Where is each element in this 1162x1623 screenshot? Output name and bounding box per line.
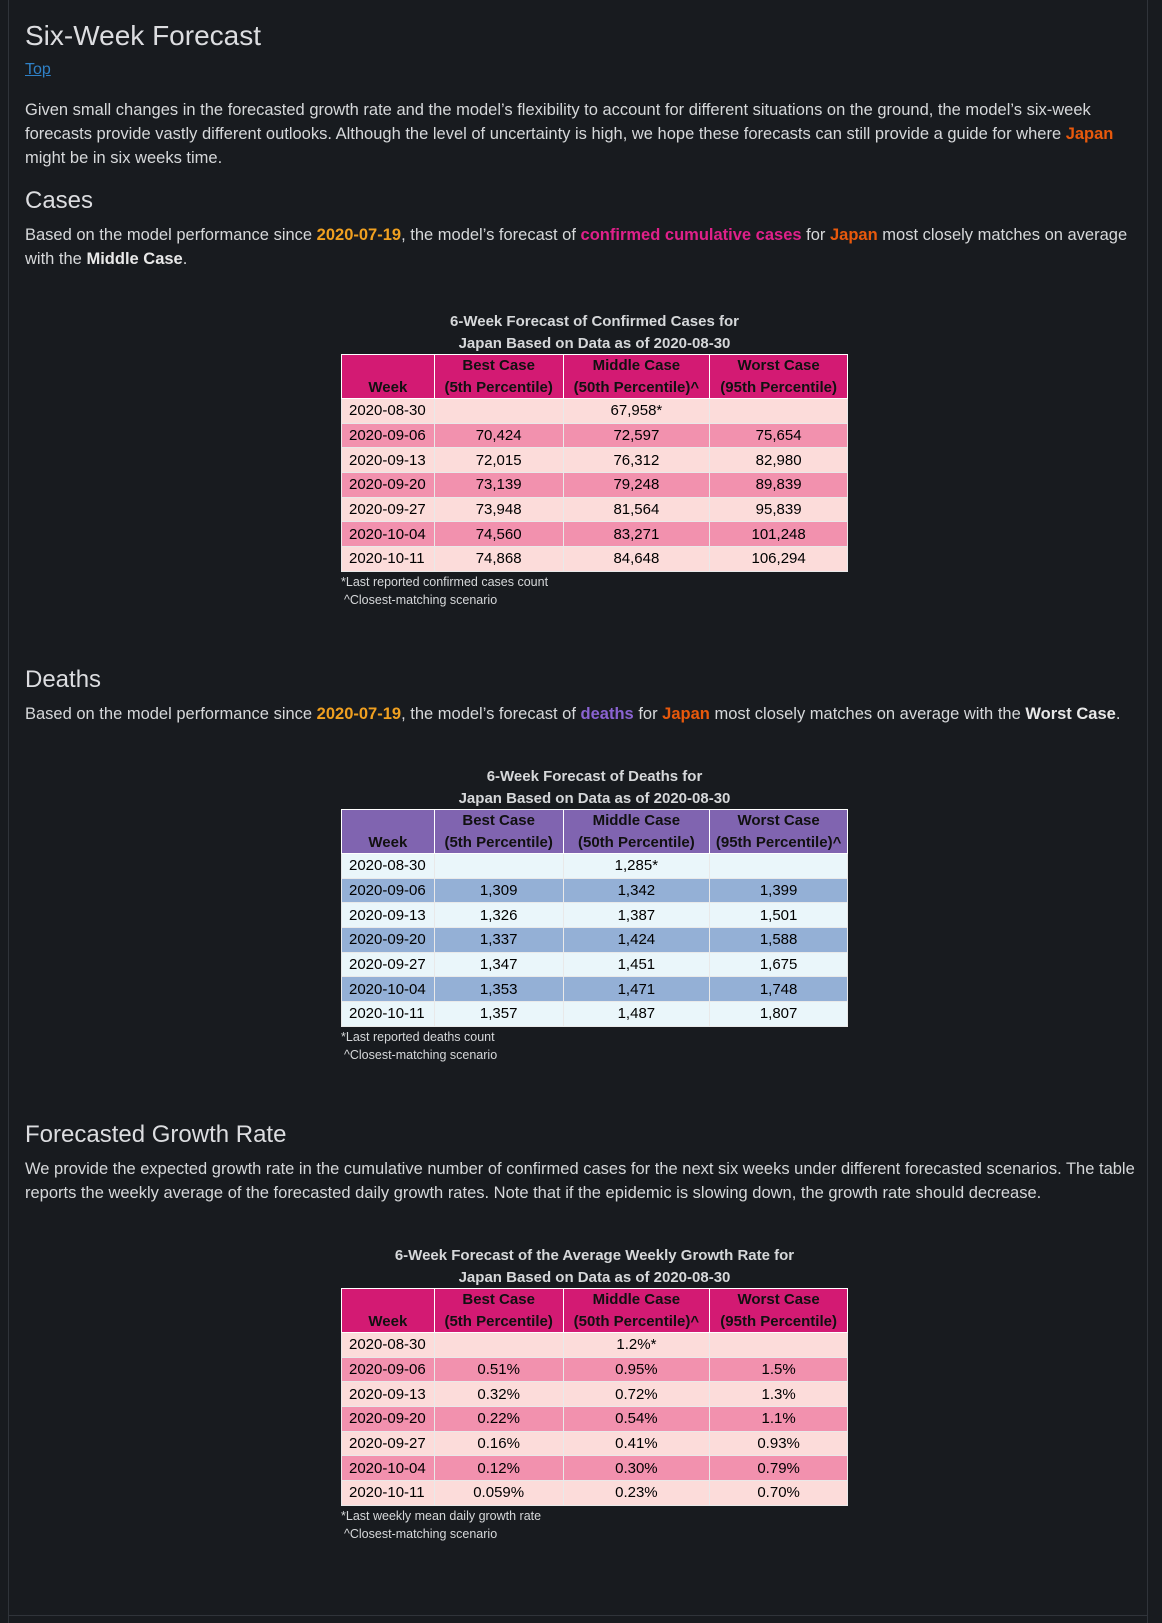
growth-description: We provide the expected growth rate in the cumulative number of confirmed cases for the next six weeks under different forecasted scenarios. The table reports the weekly average of the forecasted daily growth rates. Note that if the epidemic is slowing down, the growth rate should decrease. <box>25 1160 1135 1202</box>
metric-highlight: confirmed cumulative cases <box>580 226 802 244</box>
value-cell: 1,387 <box>563 903 710 928</box>
value-cell: 70,424 <box>434 423 563 448</box>
cases-table-caption: 6-Week Forecast of Confirmed Cases for Japan Based on Data as of 2020-08-30 <box>450 313 739 352</box>
value-cell: 79,248 <box>563 473 710 498</box>
week-cell: 2020-08-30 <box>342 854 435 879</box>
value-cell: 1,471 <box>563 977 710 1002</box>
value-cell: 0.22% <box>434 1407 563 1432</box>
week-cell: 2020-09-13 <box>342 448 435 473</box>
value-cell <box>434 399 563 424</box>
scenario-highlight: Middle Case <box>86 250 183 268</box>
table-row <box>342 903 848 928</box>
value-cell: 0.23% <box>563 1481 710 1506</box>
value-cell: 1,501 <box>710 903 848 928</box>
cases-heading: Cases <box>25 187 94 214</box>
value-cell: 1,357 <box>434 1002 563 1027</box>
value-cell: 1,424 <box>563 928 710 953</box>
week-cell: 2020-09-13 <box>342 903 435 928</box>
value-cell: 76,312 <box>563 448 710 473</box>
top-link[interactable]: Top <box>25 61 51 78</box>
week-cell: 2020-09-06 <box>342 878 435 903</box>
value-cell: 0.95% <box>563 1357 710 1382</box>
table-row <box>342 1407 848 1432</box>
week-cell: 2020-08-30 <box>342 399 435 424</box>
value-cell: 1,285* <box>563 854 710 879</box>
growth-table-block <box>341 1245 848 1543</box>
value-cell: 106,294 <box>710 547 848 572</box>
value-cell: 73,139 <box>434 473 563 498</box>
value-cell: 72,015 <box>434 448 563 473</box>
value-cell: 1.5% <box>710 1357 848 1382</box>
value-cell: 1,353 <box>434 977 563 1002</box>
value-cell: 0.30% <box>563 1456 710 1481</box>
col-week: Week <box>342 1289 435 1333</box>
since-date: 2020-07-19 <box>316 226 402 244</box>
growth-forecast-table <box>341 1288 848 1506</box>
table-row <box>342 1382 848 1407</box>
week-cell: 2020-09-27 <box>342 1431 435 1456</box>
value-cell: 1,326 <box>434 903 563 928</box>
week-cell: 2020-09-06 <box>342 1357 435 1382</box>
value-cell: 1,807 <box>710 1002 848 1027</box>
table-row <box>342 1431 848 1456</box>
growth-heading: Forecasted Growth Rate <box>25 1121 287 1148</box>
table-row <box>342 473 848 498</box>
metric-highlight: deaths <box>580 705 634 723</box>
value-cell: 73,948 <box>434 497 563 522</box>
intro-paragraph: Given small changes in the forecasted growth rate and the model’s flexibility to account for different situations on the ground, the model’s six-week forecasts provide vastly different outlooks. Although the level of uncertainty is high, we hope these forecasts can still provide a guide for where Japan might be in six weeks time. <box>25 101 1114 167</box>
scenario-highlight: Worst Case <box>1025 705 1116 723</box>
value-cell: 1,347 <box>434 952 563 977</box>
col-middle: Middle Case (50th Percentile) <box>563 810 710 854</box>
col-worst: Worst Case (95th Percentile) <box>710 355 848 399</box>
value-cell: 0.16% <box>434 1431 563 1456</box>
value-cell: 81,564 <box>563 497 710 522</box>
week-cell: 2020-10-11 <box>342 1002 435 1027</box>
value-cell: 0.70% <box>710 1481 848 1506</box>
table-row <box>342 497 848 522</box>
value-cell: 0.93% <box>710 1431 848 1456</box>
table-row <box>342 854 848 879</box>
col-middle: Middle Case (50th Percentile)^ <box>563 355 710 399</box>
week-cell: 2020-10-04 <box>342 977 435 1002</box>
value-cell: 1,309 <box>434 878 563 903</box>
value-cell: 67,958* <box>563 399 710 424</box>
col-best: Best Case (5th Percentile) <box>434 355 563 399</box>
week-cell: 2020-10-11 <box>342 1481 435 1506</box>
value-cell: 0.72% <box>563 1382 710 1407</box>
table-row <box>342 399 848 424</box>
value-cell: 82,980 <box>710 448 848 473</box>
deaths-summary: Based on the model performance since 2020-07-19, the model’s forecast of deaths for Japan most closely matches on average with the Worst Case. <box>25 705 1121 723</box>
cases-table-block <box>341 311 848 609</box>
value-cell: 1.2%* <box>563 1333 710 1358</box>
value-cell: 72,597 <box>563 423 710 448</box>
table-row <box>342 1481 848 1506</box>
value-cell: 83,271 <box>563 522 710 547</box>
value-cell: 74,868 <box>434 547 563 572</box>
week-cell: 2020-09-20 <box>342 1407 435 1432</box>
week-cell: 2020-09-20 <box>342 928 435 953</box>
cases-forecast-table <box>341 354 848 572</box>
week-cell: 2020-08-30 <box>342 1333 435 1358</box>
col-week: Week <box>342 810 435 854</box>
value-cell: 1,748 <box>710 977 848 1002</box>
value-cell: 89,839 <box>710 473 848 498</box>
value-cell: 84,648 <box>563 547 710 572</box>
country-highlight: Japan <box>1065 125 1114 143</box>
value-cell <box>710 399 848 424</box>
week-cell: 2020-09-13 <box>342 1382 435 1407</box>
value-cell: 1.3% <box>710 1382 848 1407</box>
growth-table-caption: 6-Week Forecast of the Average Weekly Growth Rate for Japan Based on Data as of 2020-08-30 <box>394 1247 795 1286</box>
divider <box>8 1615 1147 1616</box>
value-cell <box>434 1333 563 1358</box>
table-row <box>342 423 848 448</box>
value-cell: 0.059% <box>434 1481 563 1506</box>
table-row <box>342 952 848 977</box>
value-cell: 0.32% <box>434 1382 563 1407</box>
week-cell: 2020-10-04 <box>342 1456 435 1481</box>
col-middle: Middle Case (50th Percentile)^ <box>563 1289 710 1333</box>
table-row <box>342 1333 848 1358</box>
col-best: Best Case (5th Percentile) <box>434 810 563 854</box>
value-cell: 1,399 <box>710 878 848 903</box>
value-cell: 1,487 <box>563 1002 710 1027</box>
col-worst: Worst Case (95th Percentile) <box>710 1289 848 1333</box>
value-cell: 0.41% <box>563 1431 710 1456</box>
table-row <box>342 1002 848 1027</box>
deaths-forecast-table <box>341 809 848 1027</box>
deaths-table-block <box>341 766 848 1064</box>
country-highlight: Japan <box>830 226 878 244</box>
value-cell <box>710 1333 848 1358</box>
value-cell: 1,342 <box>563 878 710 903</box>
deaths-heading: Deaths <box>25 666 102 693</box>
value-cell: 101,248 <box>710 522 848 547</box>
deaths-table-caption: 6-Week Forecast of Deaths for Japan Based on Data as of 2020-08-30 <box>458 768 731 807</box>
table-row <box>342 1456 848 1481</box>
table-row <box>342 878 848 903</box>
value-cell: 1,588 <box>710 928 848 953</box>
table-footnote: *Last weekly mean daily growth rate ^Closest-matching scenario <box>341 1508 542 1541</box>
value-cell: 95,839 <box>710 497 848 522</box>
table-footnote: *Last reported deaths count ^Closest-matching scenario <box>341 1029 498 1062</box>
value-cell <box>710 854 848 879</box>
value-cell: 0.79% <box>710 1456 848 1481</box>
week-cell: 2020-09-20 <box>342 473 435 498</box>
table-row <box>342 1357 848 1382</box>
week-cell: 2020-10-04 <box>342 522 435 547</box>
value-cell <box>434 854 563 879</box>
value-cell: 74,560 <box>434 522 563 547</box>
value-cell: 1,675 <box>710 952 848 977</box>
page-title: Six-Week Forecast <box>25 20 261 51</box>
country-highlight: Japan <box>662 705 710 723</box>
since-date: 2020-07-19 <box>316 705 402 723</box>
value-cell: 1,337 <box>434 928 563 953</box>
week-cell: 2020-09-27 <box>342 952 435 977</box>
value-cell: 75,654 <box>710 423 848 448</box>
table-row <box>342 928 848 953</box>
value-cell: 1,451 <box>563 952 710 977</box>
col-worst: Worst Case (95th Percentile)^ <box>710 810 848 854</box>
col-best: Best Case (5th Percentile) <box>434 1289 563 1333</box>
table-row <box>342 522 848 547</box>
value-cell: 1.1% <box>710 1407 848 1432</box>
week-cell: 2020-09-27 <box>342 497 435 522</box>
table-footnote: *Last reported confirmed cases count ^Closest-matching scenario <box>341 574 549 607</box>
cases-summary: Based on the model performance since 2020-07-19, the model’s forecast of confirmed cumulative cases for Japan most closely matches on average with the Middle Case. <box>25 226 1128 268</box>
table-row <box>342 977 848 1002</box>
week-cell: 2020-10-11 <box>342 547 435 572</box>
value-cell: 0.12% <box>434 1456 563 1481</box>
week-cell: 2020-09-06 <box>342 423 435 448</box>
table-row <box>342 448 848 473</box>
value-cell: 0.51% <box>434 1357 563 1382</box>
col-week: Week <box>342 355 435 399</box>
table-row <box>342 547 848 572</box>
value-cell: 0.54% <box>563 1407 710 1432</box>
